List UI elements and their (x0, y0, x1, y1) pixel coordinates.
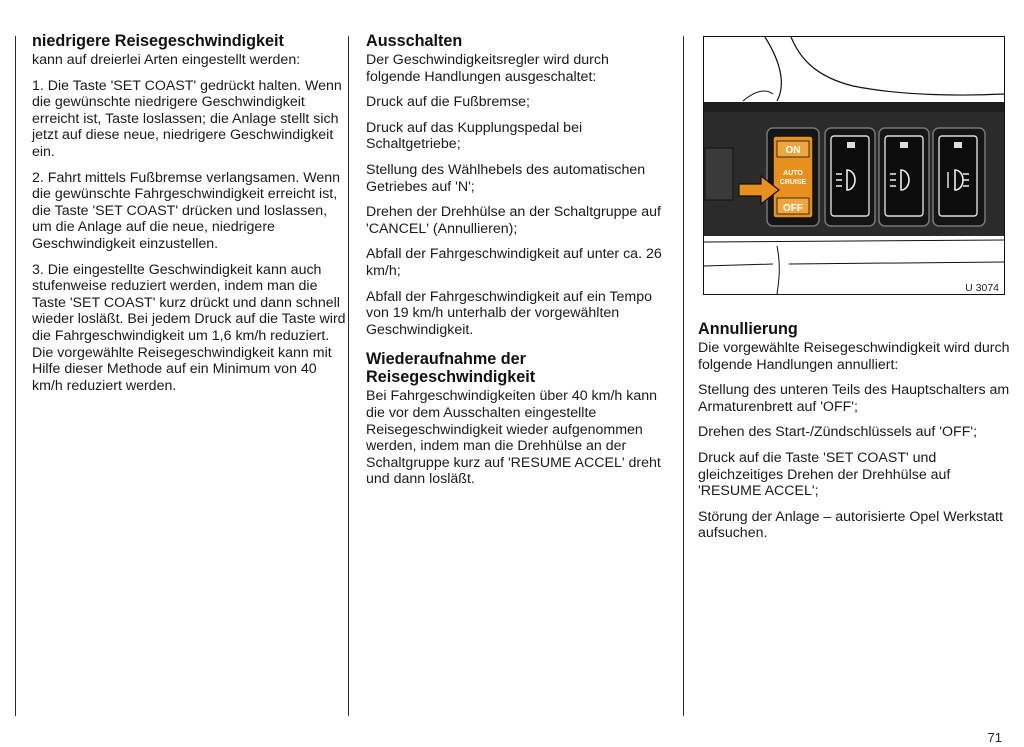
paragraph-item: Druck auf die Taste 'SET COAST' und gleichzeitiges Drehen der Drehhülse auf 'RESUME ACCEL'; (698, 449, 951, 500)
paragraph-item: 2. Fahrt mittels Fußbremse verlangsamen. Wenn die gewünschte Fahrgeschwindigkeit erreicht ist, die Taste 'SET COAST' drücken und loslassen, um die Anlage auf die neue, niedrigere Geschwindigkeit einzustellen. (32, 169, 341, 252)
paragraph-item: Abfall der Fahrgeschwindigkeit auf unter ca. 26 km/h; (366, 246, 662, 279)
figure-label: U 3074 (965, 282, 999, 294)
heading-lower-speed: niedrigere Reisegeschwindigkeit (32, 32, 284, 50)
paragraph-item: 3. Die eingestellte Geschwindigkeit kann auch stufenweise reduziert werden, indem man die Taste 'SET COAST' kurz drückt und dann schnell wieder losläßt. Bei jedem Druck auf die Taste wird die Fahrgeschwindigkeit um 1,6 km/h reduziert. Die vorgewählte Reisegeschwindigkeit kann mit Hilfe dieser Methode auf ein Minimum von 40 km/h reduziert werden. (32, 261, 346, 394)
paragraph-resume-body: Bei Fahrgeschwindigkeiten über 40 km/h kann die vor dem Ausschalten eingestellte Reisegeschwindigkeit wieder aufgenommen werden, indem man die Drehhülse an der Schaltgruppe kurz auf 'RESUME ACCEL' dreht und dann losläßt. (366, 388, 661, 488)
heading-switch-off: Ausschalten (366, 32, 463, 50)
switch-on-label: ON (785, 145, 801, 156)
intro-lower-speed: kann auf dreierlei Arten eingestellt werden: (32, 52, 301, 68)
column-rule-middle-2 (683, 36, 684, 716)
column-rule-left (15, 36, 16, 716)
switch-off-label: OFF (783, 203, 803, 214)
column-rule-middle-1 (348, 36, 349, 716)
paragraph-item: 1. Die Taste 'SET COAST' gedrückt halten. Wenn die gewünschte niedrigere Geschwindigkeit erreicht ist, Taste loslassen; die Anlage stellt sich jetzt auf diese neue, niedrigere Geschwindigkeit ein. (32, 77, 342, 160)
switch-cruise-label: CRUISE (779, 179, 807, 186)
paragraph-item: Drehen der Drehhülse an der Schaltgruppe auf 'CANCEL' (Annullieren); (366, 204, 661, 237)
column-2 (366, 32, 666, 497)
switch-auto-label: AUTO (783, 170, 803, 177)
cruise-switch-figure (703, 36, 1005, 296)
column-1 (32, 32, 348, 403)
heading-cancel: Annullierung (698, 320, 798, 338)
paragraph-item: Drehen des Start-/Zündschlüssels auf 'OFF'; (698, 424, 978, 441)
intro-switch-off: Der Geschwindigkeitsregler wird durch folgende Handlungen ausgeschaltet: (366, 52, 609, 85)
intro-cancel: Die vorgewählte Reisegeschwindigkeit wird durch folgende Handlungen annulliert: (698, 340, 1010, 373)
paragraph-item: Störung der Anlage – autorisierte Opel Werkstatt aufsuchen. (698, 508, 1003, 542)
paragraph-item: Druck auf das Kupplungspedal bei Schaltgetriebe; (366, 119, 583, 153)
heading-resume-speed: Wiederaufnahme der Reisegeschwindigkeit (366, 350, 536, 387)
paragraph-item: Stellung des unteren Teils des Hauptschalters am Armaturenbrett auf 'OFF'; (698, 382, 1010, 415)
paragraph-item: Abfall der Fahrgeschwindigkeit auf ein Tempo von 19 km/h unterhalb der vorgewählten Geschwindigkeit. (366, 288, 653, 338)
dashboard-switch-illustration (703, 36, 1005, 296)
paragraph-item: Stellung des Wählhebels des automatischen Getriebes auf 'N'; (366, 161, 646, 195)
column-3 (698, 320, 1014, 551)
paragraph-item: Druck auf die Fußbremse; (366, 94, 531, 111)
page-number: 71 (987, 730, 1002, 745)
